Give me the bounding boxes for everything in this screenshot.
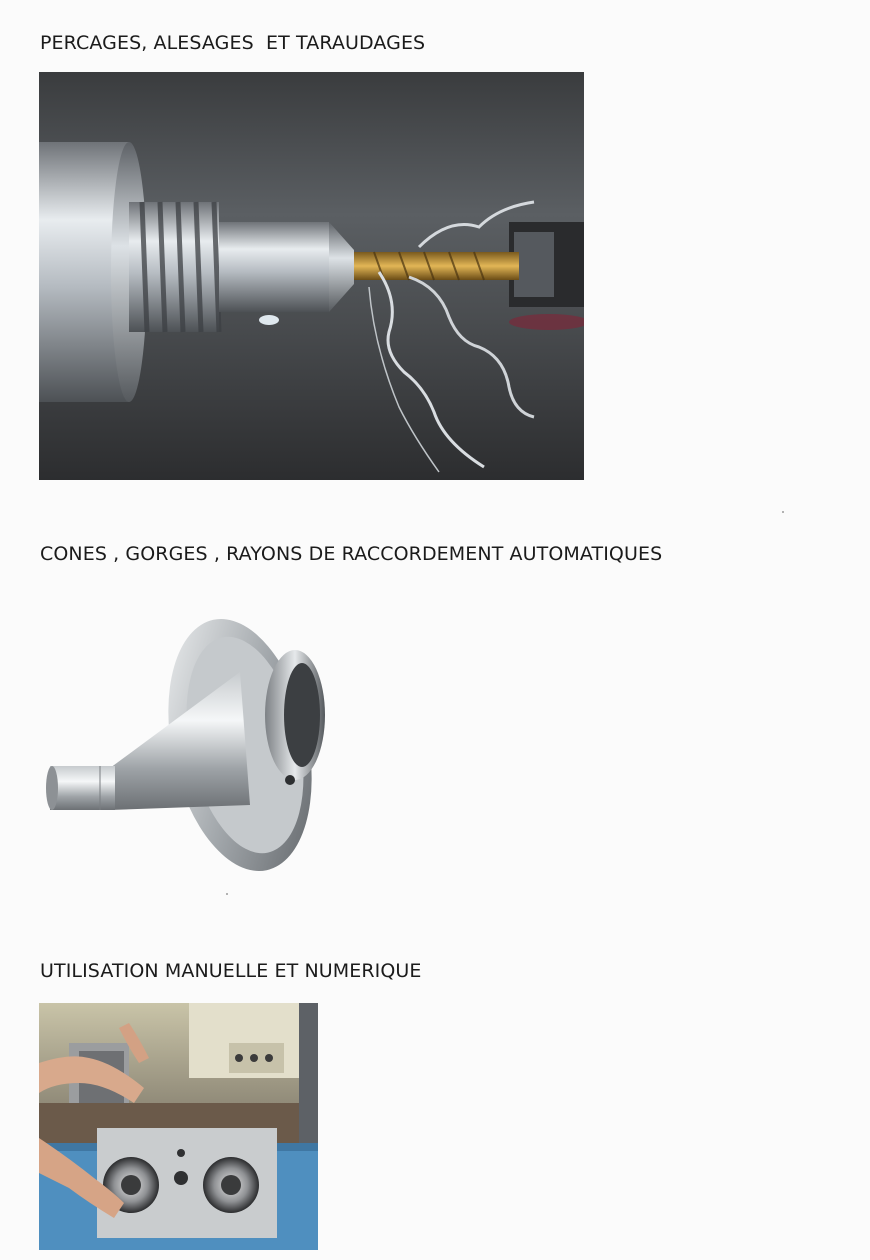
drilling-lathe-photo	[39, 72, 584, 480]
heading-utilisation: UTILISATION MANUELLE ET NUMERIQUE	[40, 960, 422, 982]
heading-cones: CONES , GORGES , RAYONS DE RACCORDEMENT AUTOMATIQUES	[40, 543, 663, 565]
cone-flange-part-photo	[40, 600, 340, 890]
scan-speck	[782, 511, 784, 513]
scan-speck	[226, 893, 228, 895]
heading-percages: PERCAGES, ALESAGES ET TARAUDAGES	[40, 32, 426, 54]
manual-lathe-operation-photo	[39, 1003, 318, 1250]
